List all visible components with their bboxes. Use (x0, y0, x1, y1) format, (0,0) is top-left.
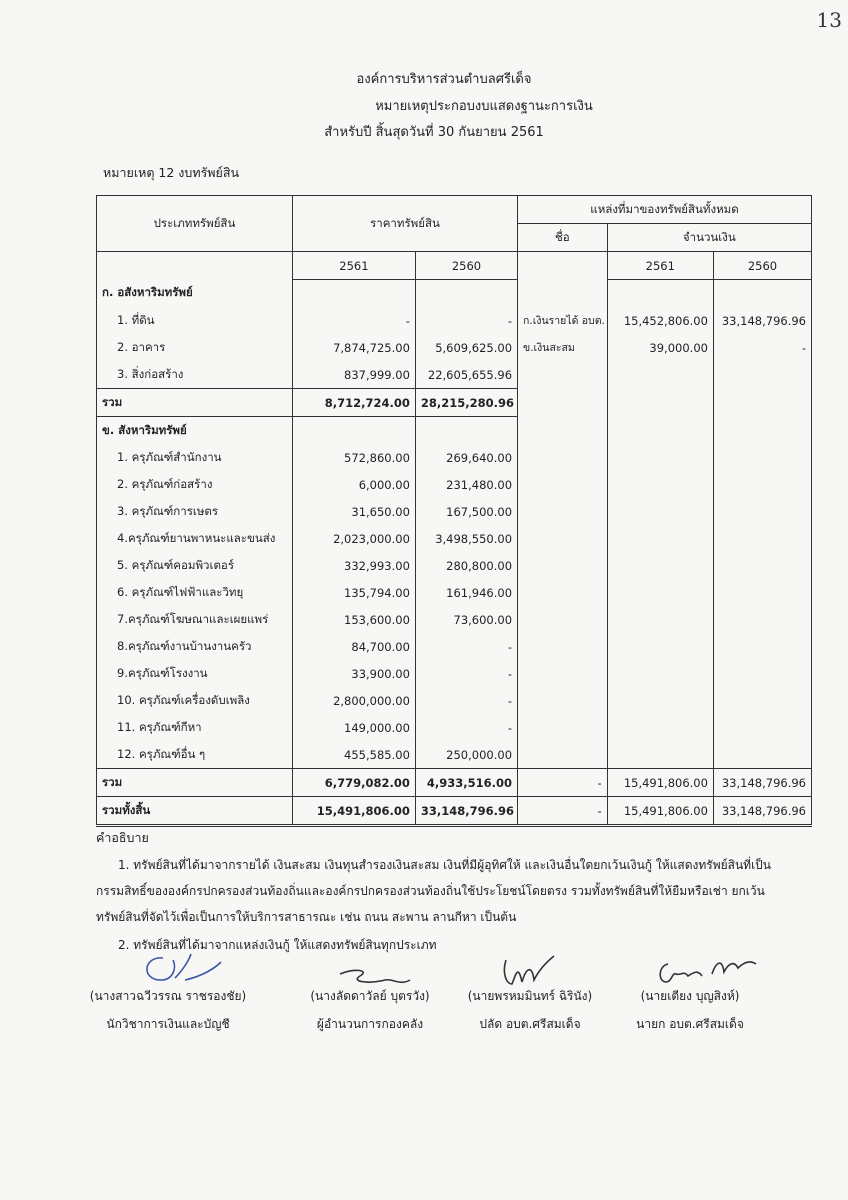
asset-value-2561: 135,794.00 (292, 579, 415, 606)
asset-value-2561: 153,600.00 (292, 606, 415, 633)
asset-table (96, 195, 812, 827)
source-year-2560: 2560 (713, 252, 811, 280)
page-number: 13 (816, 8, 842, 32)
asset-label: 5. ครุภัณฑ์คอมพิวเตอร์ (97, 552, 293, 579)
asset-value-2561: 149,000.00 (292, 714, 415, 741)
signer-position-2: ผู้อำนวนการกองคลัง (316, 1017, 424, 1031)
table-row (97, 714, 812, 741)
grand-total-source-2561: 15,491,806.00 (607, 797, 713, 826)
asset-label: 1. ที่ดิน (97, 307, 293, 334)
header-source-name: ชื่อ (518, 224, 608, 252)
asset-value-2560: 231,480.00 (415, 471, 517, 498)
table-row (97, 660, 812, 687)
table-row (97, 687, 812, 714)
organization-name: องค์การบริหารส่วนตำบลศรีเด็จ (356, 72, 532, 87)
signer-name-3: (นายพรหมมินทร์ ฉิรินัง) (467, 989, 593, 1003)
asset-label: 12. ครุภัณฑ์อื่น ๆ (97, 741, 293, 769)
header-asset-price: ราคาทรัพย์สิน (292, 196, 517, 252)
table-row (97, 606, 812, 633)
signer-position-1: นักวิชาการเงินและบัญชี (106, 1017, 230, 1031)
table-row (97, 525, 812, 552)
grand-total-source-2560: 33,148,796.96 (713, 797, 811, 826)
asset-value-2560: 5,609,625.00 (415, 334, 517, 361)
source-amount-2561: 15,452,806.00 (607, 307, 713, 334)
asset-value-2560: 73,600.00 (415, 606, 517, 633)
explanation-title: คำอธิบาย (96, 830, 149, 845)
signer-position-4: นายก อบต.ศรีสมเด็จ (636, 1017, 744, 1031)
asset-value-2560: 250,000.00 (415, 741, 517, 769)
asset-value-2561: 31,650.00 (292, 498, 415, 525)
asset-value-2561: - (292, 307, 415, 334)
table-row (97, 579, 812, 606)
table-row (97, 633, 812, 660)
asset-value-2560: - (415, 307, 517, 334)
asset-value-2560: - (415, 687, 517, 714)
asset-value-2560: 167,500.00 (415, 498, 517, 525)
asset-label: 2. อาคาร (97, 334, 293, 361)
asset-value-2561: 33,900.00 (292, 660, 415, 687)
grand-total-source: - (518, 797, 608, 826)
signature-block-2 (280, 960, 460, 1038)
year-2560: 2560 (415, 252, 517, 280)
asset-label: 3. ครุภัณฑ์การเษตร (97, 498, 293, 525)
signer-name-2: (นางลัดดาวัลย์ บุตรวัง) (310, 989, 430, 1003)
table-row (97, 552, 812, 579)
table-row (97, 307, 812, 334)
asset-value-2561: 332,993.00 (292, 552, 415, 579)
signature-block-3 (440, 960, 620, 1038)
section-a-total-2561: 8,712,724.00 (292, 389, 415, 417)
asset-label: 11. ครุภัณฑ์กีหา (97, 714, 293, 741)
section-a-total-2560: 28,215,280.96 (415, 389, 517, 417)
source-amount-2560: - (713, 334, 811, 361)
grand-total-label: รวมทั้งสิ้น (97, 797, 293, 826)
signer-name-4: (นายเตียง บุญสิงห์) (640, 989, 740, 1003)
table-row (97, 498, 812, 525)
asset-label: 1. ครุภัณฑ์สำนักงาน (97, 444, 293, 471)
explanation-paragraph-2: 2. ทรัพย์สินที่ได้มาจากแหล่งเงินกู้ ให้แสดงทรัพย์สินทุกประเภท (118, 938, 437, 952)
section-immovable: ก. อสังหาริมทรัพย์ (97, 280, 293, 308)
table-row (97, 334, 812, 361)
grand-total-2560: 33,148,796.96 (415, 797, 517, 826)
asset-value-2560: - (415, 714, 517, 741)
asset-label: 3. สิ่งก่อสร้าง (97, 361, 293, 389)
section-row (97, 417, 812, 445)
asset-value-2561: 455,585.00 (292, 741, 415, 769)
table-row (97, 741, 812, 769)
total-row (97, 389, 812, 417)
handwritten-signature-2 (330, 966, 420, 996)
note-title: หมายเหตุ 12 งบทรัพย์สิน (103, 165, 240, 180)
section-b-total-source: - (518, 769, 608, 797)
asset-label: 8.ครุภัณฑ์งานบ้านงานครัว (97, 633, 293, 660)
total-row (97, 769, 812, 797)
asset-value-2560: - (415, 633, 517, 660)
asset-value-2561: 6,000.00 (292, 471, 415, 498)
source-amount-2561: 39,000.00 (607, 334, 713, 361)
asset-value-2561: 2,023,000.00 (292, 525, 415, 552)
asset-label: 2. ครุภัณฑ์ก่อสร้าง (97, 471, 293, 498)
signature-block-4 (600, 960, 780, 1038)
table-row (97, 361, 812, 389)
signer-position-3: ปลัด อบต.ศรีสมเด็จ (479, 1017, 581, 1031)
section-b-total-2561: 6,779,082.00 (292, 769, 415, 797)
handwritten-signature-1 (133, 950, 223, 990)
asset-label: 7.ครุภัณฑ์โฆษณาและเผยแพร่ (97, 606, 293, 633)
asset-value-2561: 7,874,725.00 (292, 334, 415, 361)
source-name: ข.เงินสะสม (518, 334, 608, 361)
section-movable: ข. สังหาริมทรัพย์ (97, 417, 293, 445)
asset-label: 4.ครุภัณฑ์ยานพาหนะและขนส่ง (97, 525, 293, 552)
asset-value-2561: 837,999.00 (292, 361, 415, 389)
grand-total-row (97, 797, 812, 826)
asset-label: 6. ครุภัณฑ์ไฟฟ้าและวิทยุ (97, 579, 293, 606)
asset-value-2560: 3,498,550.00 (415, 525, 517, 552)
header-amount: จำนวนเงิน (607, 224, 811, 252)
asset-value-2561: 572,860.00 (292, 444, 415, 471)
signer-name-1: (นางสาวฉวีวรรณ ราชรองชัย) (89, 989, 247, 1003)
asset-value-2560: 269,640.00 (415, 444, 517, 471)
section-a-total-label: รวม (97, 389, 293, 417)
asset-value-2560: 22,605,655.96 (415, 361, 517, 389)
grand-total-2561: 15,491,806.00 (292, 797, 415, 826)
asset-label: 9.ครุภัณฑ์โรงงาน (97, 660, 293, 687)
table-row (97, 471, 812, 498)
asset-value-2561: 2,800,000.00 (292, 687, 415, 714)
asset-value-2560: 161,946.00 (415, 579, 517, 606)
section-b-total-2560: 4,933,516.00 (415, 769, 517, 797)
asset-value-2561: 84,700.00 (292, 633, 415, 660)
explanation-paragraph-1: 1. ทรัพย์สินที่ได้มาจากรายได้ เงินสะสม เงินทุนสำรองเงินสะสม เงินที่มีผู้อุทิศให้ และเงินอื่นใดยกเว้นเงินกู้ ให้แสดงทรัพย์สินที่เป็นกรรมสิทธิ์ขององค์กรปกครองส่วนท้องถิ่นและองค์กรปกครองส่วนท้องถิ่นใช้ประโยชน์โดยตรง รวมทั้งทรัพย์สินที่ให้ยืมหรือเช่า ยกเว้นทรัพย์สินที่จัดไว้เพื่อเป็นการให้บริการสาธารณะ เช่น ถนน สะพาน ลานกีหา เป็นต้น (96, 858, 771, 924)
asset-value-2560: - (415, 660, 517, 687)
table-row (97, 444, 812, 471)
asset-value-2560: 280,800.00 (415, 552, 517, 579)
handwritten-signature-4 (650, 952, 760, 990)
document-title: หมายเหตุประกอบงบแสดงฐานะการเงิน (375, 99, 593, 114)
reporting-period: สำหรับปี สิ้นสุดวันที่ 30 กันยายน 2561 (324, 125, 544, 140)
section-b-total-source-2561: 15,491,806.00 (607, 769, 713, 797)
source-amount-2560: 33,148,796.96 (713, 307, 811, 334)
source-name: ก.เงินรายได้ อบต. (518, 307, 608, 334)
source-year-2561: 2561 (607, 252, 713, 280)
year-2561: 2561 (292, 252, 415, 280)
handwritten-signature-3 (498, 954, 558, 992)
section-b-total-source-2560: 33,148,796.96 (713, 769, 811, 797)
header-asset-type: ประเภททรัพย์สิน (97, 196, 293, 252)
section-b-total-label: รวม (97, 769, 293, 797)
header-asset-source: แหล่งที่มาของทรัพย์สินทั้งหมด (518, 196, 812, 224)
signature-block-1 (78, 960, 258, 1038)
asset-label: 10. ครุภัณฑ์เครื่องดับเพลิง (97, 687, 293, 714)
